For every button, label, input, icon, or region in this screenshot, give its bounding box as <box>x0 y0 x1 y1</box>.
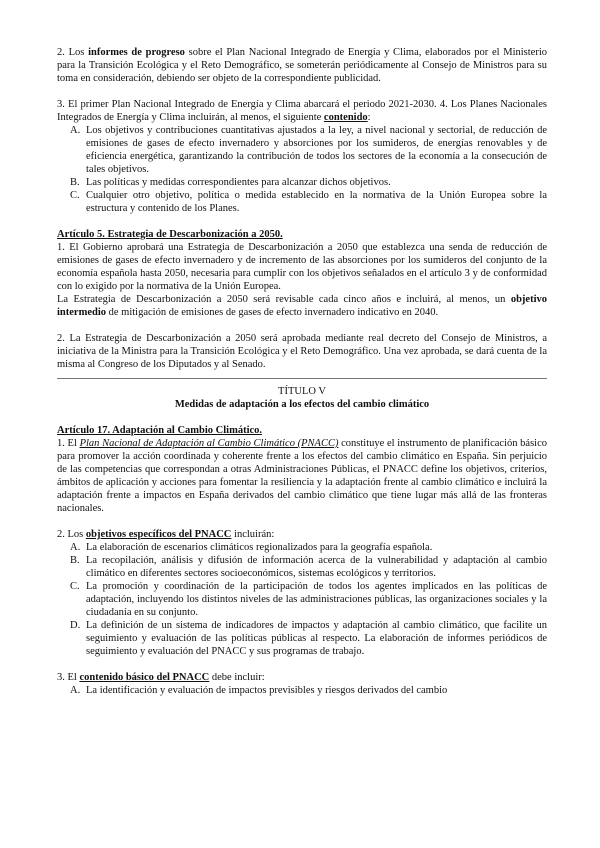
bold-underlined-term: contenido <box>323 112 368 123</box>
bold-term: informes de progreso <box>88 47 185 58</box>
bold-underlined-term: contenido básico del PNACC <box>79 672 210 683</box>
list-marker: D. <box>70 620 81 631</box>
titulo-subtitle: Medidas de adaptación a los efectos del cambio climático <box>174 399 430 410</box>
list-item <box>57 684 547 697</box>
pnacc-link[interactable]: Plan Nacional de Adaptación al Cambio Climático (PNACC) <box>79 438 339 449</box>
list-marker: B. <box>70 177 80 188</box>
bold-term: objetivo intermedio <box>57 294 547 318</box>
list-marker: C. <box>70 581 80 592</box>
text-run: 1. El <box>57 438 80 449</box>
list-item-text: Los objetivos y contribuciones cuantitativas ajustados a la ley, a nivel nacional y sectorial, de reducción de emisiones de gases de efecto invernadero y absorciones por los sumideros, de energías renovables y de eficiencia energética, garantizando la contribución de todos los sectores de la economía a la consecución de tales objetivos. <box>86 125 547 175</box>
list-marker: A. <box>70 542 81 553</box>
titulo-label: TÍTULO V <box>278 386 326 397</box>
document-page <box>57 46 547 697</box>
list-marker: B. <box>70 555 80 566</box>
article-17-heading: Artículo 17. Adaptación al Cambio Climático. <box>57 425 263 436</box>
text-run: 2. Los <box>57 529 86 540</box>
list-item <box>57 176 547 189</box>
article-17-paragraph-3 <box>57 671 547 684</box>
text-run: constituye el instrumento de planificación básico para promover la acción coordinada y coherente frente a los efectos del cambio climático en España. Sin perjuicio de las competencias que correspondan a otras Administraciones Públicas, el PNACC define los objetivos, criterios, ámbitos de aplicación y acciones para fomentar la resiliencia y la adaptación frente al cambio climático e incluirá la adaptación frente a impactos en España derivados del cambio climático que tiene lugar más allá de las fronteras nacionales. <box>57 438 547 514</box>
list-marker: A. <box>70 685 81 696</box>
list-marker: A. <box>70 125 81 136</box>
list-item <box>57 189 547 215</box>
list-item <box>57 580 547 619</box>
article-17-paragraph-1 <box>57 437 547 515</box>
list-item-text: La definición de un sistema de indicadores de impactos y adaptación al cambio climático, que facilite un seguimiento y evaluación de las políticas públicas al respecto. La elaboración de informes periódicos de seguimiento y evaluación del PNACC y sus programas de trabajo. <box>86 620 547 657</box>
text-run: : <box>367 112 371 123</box>
text-run: 2. Los <box>57 47 89 58</box>
article-5-heading: Artículo 5. Estrategia de Descarbonización a 2050. <box>57 229 283 240</box>
article-5-paragraph-2: 2. La Estrategia de Descarbonización a 2050 será aprobada mediante real decreto del Consejo de Ministros, a iniciativa de la Ministra para la Transición Ecológica y el Reto Demográfico. Una vez aprobada, se dará cuenta de la misma al Congreso de los Diputados y al Senado. <box>57 333 547 370</box>
text-run: La Estrategia de Descarbonización a 2050 será revisable cada cinco años e incluirá, al menos, un <box>57 294 511 305</box>
text-run: 3. El <box>57 672 80 683</box>
contenido-basico-list <box>57 684 547 697</box>
list-item-text: La recopilación, análisis y difusión de información acerca de la vulnerabilidad y adaptación al cambio climático en diferentes sectores socioeconómicos, sistemas ecológicos y territorios. <box>86 555 547 579</box>
list-item-text: La identificación y evaluación de impactos previsibles y riesgos derivados del cambio <box>86 685 448 696</box>
text-run: de mitigación de emisiones de gases de efecto invernadero indicativo en 2040. <box>106 307 439 318</box>
article-17-paragraph-2 <box>57 528 547 541</box>
article-5-paragraph-1b <box>57 293 547 319</box>
list-item <box>57 619 547 658</box>
bold-underlined-term: objetivos específicos del PNACC <box>85 529 232 540</box>
list-item <box>57 541 547 554</box>
list-item-text: La promoción y coordinación de la participación de todos los agentes implicados en las políticas de adaptación, incluyendo los distintos niveles de las administraciones públicas, las organizaciones sociales y la ciudadanía en su conjunto. <box>86 581 547 618</box>
objetivos-list <box>57 541 547 658</box>
text-run: 3. El primer Plan Nacional Integrado de Energía y Clima abarcará el periodo 2021-2030. 4. Los Planes Nacionales Integrados de Energía y Clima incluirán, al menos, el siguiente <box>57 99 547 123</box>
paragraph-primer-plan <box>57 98 547 124</box>
text-run: debe incluir: <box>209 672 265 683</box>
list-item-text: Cualquier otro objetivo, política o medida establecido en la normativa de la Unión Europea sobre la estructura y contenido de los Planes. <box>86 190 547 214</box>
text-run: sobre el Plan Nacional Integrado de Energía y Clima, elaborados por el Ministerio para la Transición Ecológica y el Reto Demográfico, se someterán periódicamente al Consejo de Ministros para su toma en consideración, debiendo ser objeto de la correspondiente publicidad. <box>57 47 548 84</box>
section-divider <box>57 378 547 379</box>
paragraph-informes-progreso <box>57 46 547 85</box>
article-5-paragraph-1: 1. El Gobierno aprobará una Estrategia de Descarbonización a 2050 que establezca una senda de reducción de emisiones de gases de efecto invernadero y de incremento de las absorciones por los sumideros del conjunto de la economía española hasta 2050, necesaria para cumplir con los objetivos señalados en el artículo 3 y de conformidad con lo exigido por la normativa de la Unión Europea. <box>57 242 547 292</box>
list-item <box>57 124 547 176</box>
text-run: incluirán: <box>231 529 275 540</box>
list-item <box>57 554 547 580</box>
list-item-text: Las políticas y medidas correspondientes para alcanzar dichos objetivos. <box>86 177 391 188</box>
list-marker: C. <box>70 190 80 201</box>
contenido-list <box>57 124 547 215</box>
list-item-text: La elaboración de escenarios climáticos regionalizados para la geografía española. <box>86 542 433 553</box>
